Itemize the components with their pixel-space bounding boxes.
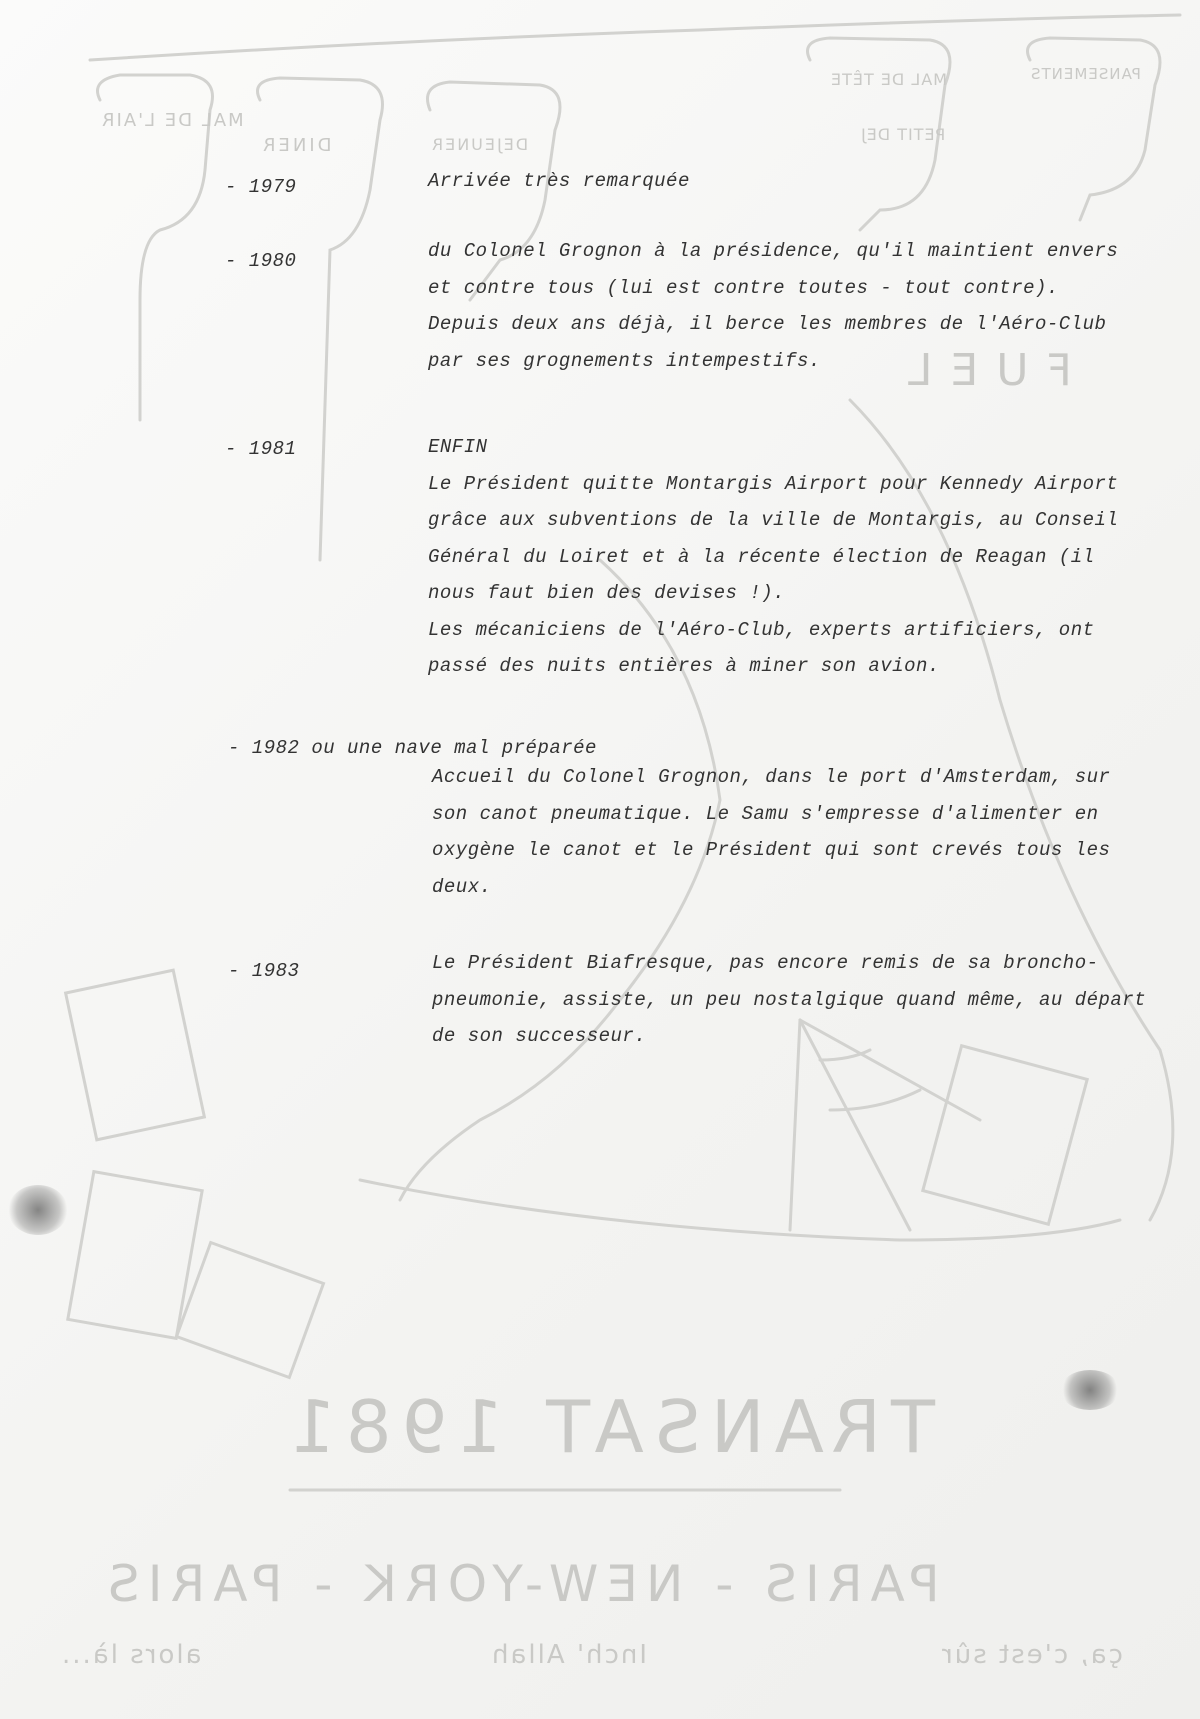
ink-smudge-2 — [1060, 1370, 1120, 1410]
entry-year-1983: - 1983 — [228, 960, 300, 982]
text-line: Arrivée très remarquée — [428, 170, 690, 192]
text-line: de son successeur. — [432, 1025, 647, 1047]
transat-title: TRANSAT 1981 — [280, 1385, 936, 1469]
entry-text-1979 — [428, 170, 690, 207]
entry-text-1981 — [428, 436, 1118, 692]
entry-year-1979: - 1979 — [225, 176, 297, 198]
ink-smudge-1 — [8, 1185, 68, 1235]
route-text: PARIS - NEW-YORK - PARIS — [100, 1555, 940, 1613]
text-line: et contre tous (lui est contre toutes - tout contre). — [428, 276, 1059, 299]
text-line: du Colonel Grognon à la présidence, qu'il maintient envers — [428, 240, 1119, 262]
ground-shape — [360, 1180, 1120, 1240]
text-line: deux. — [432, 875, 492, 898]
entry-year-1980: - 1980 — [225, 250, 297, 272]
entry-text-1982 — [432, 766, 1110, 912]
text-line: Les mécaniciens de l'Aéro-Club, experts artificiers, ont — [428, 618, 1095, 641]
entry-year-1982: - 1982 ou une nave mal préparée — [228, 737, 597, 759]
text-line: Général du Loiret et à la récente élection de Reagan (il — [428, 545, 1095, 568]
text-line: passé des nuits entières à miner son avion. — [428, 655, 940, 677]
entry-year-1981: - 1981 — [225, 438, 297, 460]
bag-label-2: DINER — [260, 135, 332, 156]
text-line: grâce aux subventions de la ville de Montargis, au Conseil — [428, 509, 1119, 531]
bag-label-5: MAL DE TÊTE — [830, 70, 948, 89]
entry-text-1980 — [428, 240, 1118, 386]
caption-right: alors là... — [60, 1640, 202, 1670]
fuel-label: FUEL — [890, 345, 1072, 396]
text-line: ENFIN — [428, 436, 488, 458]
book-shape-4 — [923, 1046, 1087, 1225]
text-line: Depuis deux ans déjà, il berce les membres de l'Aéro-Club — [428, 313, 1107, 335]
book-shape-1 — [66, 970, 205, 1140]
text-line: Accueil du Colonel Grognon, dans le port d'Amsterdam, sur — [432, 766, 1111, 788]
text-line: pneumonie, assiste, un peu nostalgique quand même, au départ — [432, 988, 1147, 1011]
text-line: son canot pneumatique. Le Samu s'empresse d'alimenter en — [432, 802, 1099, 825]
text-line: oxygène le canot et le Président qui sont crevés tous les — [432, 839, 1111, 861]
entry-text-1983 — [432, 952, 1146, 1062]
text-line: nous faut bien des devises !). — [428, 582, 786, 604]
text-line: par ses grognements intempestifs. — [428, 349, 821, 372]
caption-center: Inch' Allah — [490, 1640, 647, 1670]
bag-label-4: PETIT DEJ — [860, 125, 946, 144]
bag-label-6: PANSEMENTS — [1030, 65, 1141, 83]
text-line: Le Président Biafresque, pas encore remis de sa broncho- — [432, 952, 1099, 974]
text-line: Le Président quitte Montargis Airport pour Kennedy Airport — [428, 472, 1119, 495]
caption-left: ça, c'est sûr — [940, 1640, 1123, 1670]
bag-label-1: MAL DE L'AIR — [100, 110, 244, 131]
clothesline-shape — [90, 15, 1180, 60]
book-shape-2 — [68, 1172, 202, 1339]
book-shape-3 — [177, 1242, 324, 1377]
bag-label-3: DEJEUNER — [430, 135, 529, 154]
